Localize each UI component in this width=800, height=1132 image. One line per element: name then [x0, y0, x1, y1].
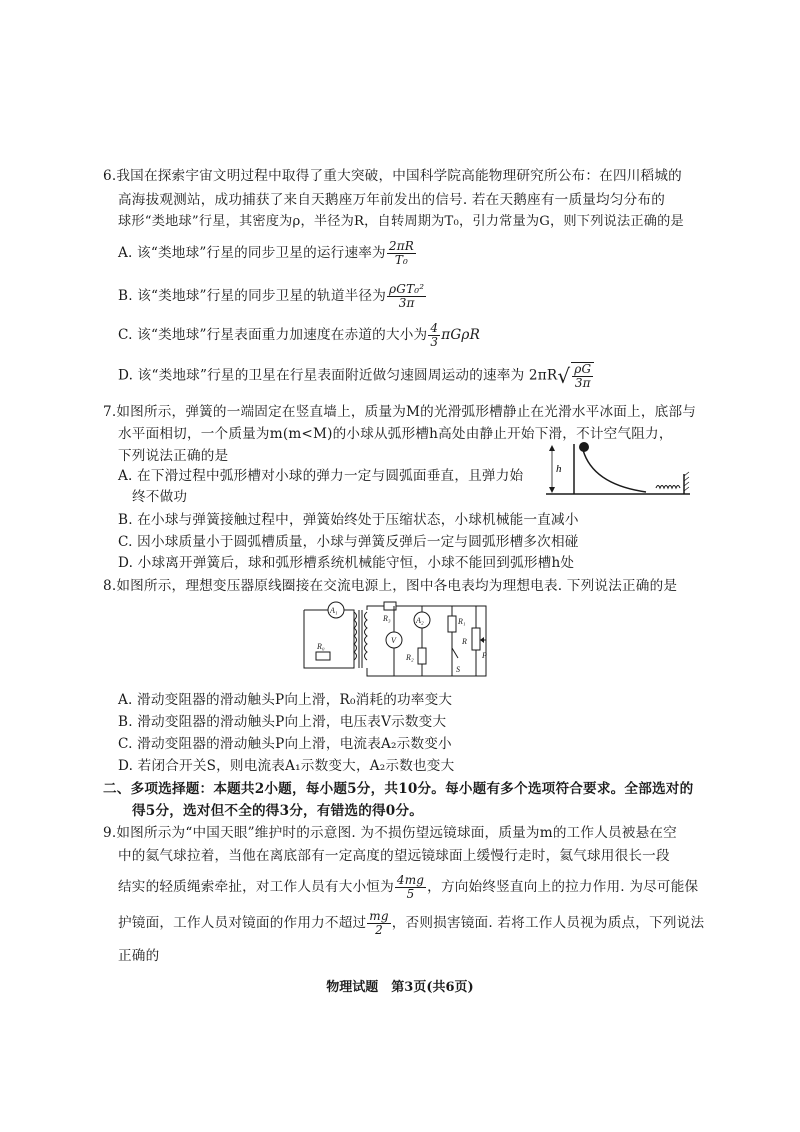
q9-frac2-numerator: mg [369, 909, 389, 923]
q8-r-label: R [462, 637, 467, 646]
q9-frac1-numerator: 4mg [396, 873, 425, 887]
q7-stem-line3: 下列说法正确的是 [118, 448, 229, 464]
q8-s-label: S [456, 665, 460, 674]
q6-option-c [118, 322, 480, 349]
section2-heading-line1: 二、多项选择题：本题共2小题，每小题5分，共10分。每小题有多个选项符合要求。全部选对的 [103, 781, 694, 797]
q6-stem-line1: 6.我国在探索宇宙文明过程中取得了重大突破，中国科学院高能物理研究所公布：在四川稻城的 [103, 168, 682, 184]
q9-line4-text-a: 护镜面，工作人员对镜面的作用力不超过 [118, 915, 367, 931]
q8-stem: 8.如图所示，理想变压器原线圈接在交流电源上，图中各电表均为理想电表. 下列说法正确的是 [103, 578, 678, 594]
q8-switch-s [452, 648, 458, 658]
q7-option-b: B. 在小球与弹簧接触过程中，弹簧始终处于压缩状态，小球机械能一直减小 [118, 512, 579, 528]
q9-line4-text-b: ，否则损害镜面. 若将工作人员视为质点，下列说法 [391, 915, 705, 931]
q6-b-numerator: ρGT₀² [389, 282, 425, 296]
q8-option-c: C. 滑动变阻器的滑动触头P向上滑，电流表A₂示数变小 [118, 736, 452, 752]
q9-fraction-mg-2 [367, 910, 390, 937]
q8-circuit [296, 598, 496, 682]
q7-arrow-up [549, 445, 555, 451]
q8-r1-resistor [448, 616, 456, 632]
q7-figure [538, 436, 698, 504]
q8-r3-label: R₃ [383, 614, 391, 623]
q6-stem-line2: 高海拔观测站，成功捕获了来自天鹅座万年前发出的信号. 若在天鹅座有一质量均匀分布的 [118, 192, 665, 208]
q8-r0-label: R₀ [317, 642, 325, 651]
q8-r2-resistor [418, 648, 426, 664]
q8-secondary-coil [365, 612, 368, 660]
q6-c-numerator: 4 [430, 321, 439, 335]
q8-r-rheostat [472, 628, 480, 650]
q7-stem-line2: 水平面相切，一个质量为m(m<M)的小球从弧形槽h高处由静止开始下滑，不计空气阻力， [118, 426, 673, 442]
q9-fraction-4mg-5 [395, 874, 426, 901]
q8-option-b: B. 滑动变阻器的滑动触头P向上滑，电压表V示数变大 [118, 714, 447, 730]
q9-frac1-denominator: 5 [406, 887, 415, 901]
q6-b-denominator: 3π [398, 296, 415, 310]
q9-line3-text-a: 结实的轻质绳索牵扯，对工作人员有大小恒为 [118, 879, 394, 895]
q6-option-d-text: D. 该“类地球”行星的卫星在行星表面附近做匀速圆周运动的速率为 2πR [118, 367, 558, 384]
q7-option-a-line1: A. 在下滑过程中弧形槽对小球的弹力一定与圆弧面垂直，且弹力始 [118, 468, 524, 484]
q6-a-denominator: T₀ [394, 253, 409, 267]
section2-heading-line2: 得5分，选对但不全的得3分，有错选的得0分。 [132, 803, 424, 819]
q9-stem-line4 [118, 910, 704, 937]
q7-stem-line1: 7.如图所示，弹簧的一端固定在竖直墙上，质量为M的光滑弧形槽静止在光滑水平冰面上，底部与 [103, 404, 697, 420]
q6-c-denominator: 3 [430, 335, 439, 349]
q9-stem-line2: 中的氦气球拉着，当他在离底部有一定高度的望远镜球面上缓慢行走时，氦气球用很长一段 [118, 848, 670, 864]
q6-option-a [118, 240, 417, 267]
q8-r2-label: R₂ [406, 653, 414, 662]
page-footer: 物理试题 第3页(共6页) [326, 980, 474, 995]
q7-groove-arc [582, 446, 646, 492]
q8-a1-label: A₁ [330, 606, 338, 615]
q6-c-tail: πGρR [441, 327, 481, 343]
q6-option-b [118, 283, 427, 310]
sqrt-icon: √ [557, 364, 571, 388]
q8-primary-coil [354, 612, 357, 660]
q7-ball [579, 442, 589, 452]
q9-line3-text-b: ，方向始终竖直向上的拉力作用. 为尽可能保 [427, 879, 699, 895]
q8-v-label: V [391, 636, 396, 645]
q6-a-numerator: 2πR [388, 239, 415, 253]
q6-option-b-text: B. 该“类地球”行星的同步卫星的轨道半径为 [118, 288, 387, 304]
q9-stem-line5: 正确的 [118, 948, 160, 964]
q9-stem-line1: 9.如图所示为“中国天眼”维护时的示意图. 为不损伤望远镜球面，质量为m的工作人员被悬在空 [103, 825, 677, 841]
q7-option-c: C. 因小球质量小于圆弧槽质量，小球与弹簧反弹后一定与圆弧形槽多次相碰 [118, 534, 579, 550]
q8-option-a: A. 滑动变阻器的滑动触头P向上滑，R₀消耗的功率变大 [118, 692, 453, 708]
q6-option-d-fraction [572, 363, 593, 390]
q7-arrow-down [549, 487, 555, 493]
q6-d-denominator: 3π [574, 376, 591, 390]
q7-height-label: h [556, 463, 562, 475]
q7-option-d: D. 小球离开弹簧后，球和弧形槽系统机械能守恒，小球不能回到弧形槽h处 [118, 555, 575, 571]
q7-spring [656, 486, 680, 489]
q6-option-d [118, 362, 594, 390]
q6-option-b-fraction [387, 283, 426, 310]
q8-slider-arrow [480, 637, 484, 643]
q8-p-label: P [482, 651, 487, 660]
q6-option-a-fraction [387, 240, 416, 267]
q6-option-a-text: A. 该“类地球”行星的同步卫星的运行速率为 [118, 245, 386, 261]
q8-r1-label: R₁ [458, 617, 466, 626]
q8-option-d: D. 若闭合开关S，则电流表A₁示数变大，A₂示数也变大 [118, 758, 455, 774]
q7-option-a-line2: 终不做功 [132, 489, 188, 505]
q6-option-c-fraction [428, 322, 440, 349]
q8-a2-label: A₂ [416, 616, 424, 625]
q6-d-numerator: ρG [574, 362, 592, 376]
q6-stem-line3: 球形“类地球”行星，其密度为ρ，半径为R，自转周期为T₀，引力常量为G，则下列说法正确的是 [118, 214, 684, 229]
q8-r0-resistor [316, 652, 330, 660]
q6-option-c-text: C. 该“类地球”行星表面重力加速度在赤道的大小为 [118, 327, 428, 343]
q9-frac2-denominator: 2 [375, 923, 383, 937]
q8-primary-loop [304, 610, 354, 668]
q9-stem-line3 [118, 874, 698, 901]
